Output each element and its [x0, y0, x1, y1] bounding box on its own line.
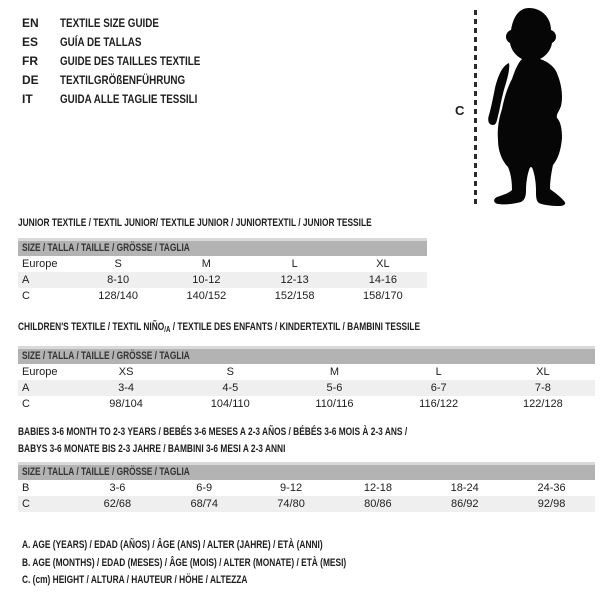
junior-table — [18, 256, 427, 304]
size-cell: 104/110 — [210, 398, 250, 410]
row-label: C — [22, 398, 30, 410]
size-cell: 158/170 — [362, 290, 403, 302]
lang-row-it — [22, 89, 231, 108]
footnotes — [22, 537, 449, 590]
children-section-heading: CHILDREN'S TEXTILE / TEXTIL $NIÑO_{/A}$ / TEXTILE DES ENFANTS / KINDERTEXTIL / BAMBINI TESSILE — [18, 321, 421, 334]
table-row — [18, 396, 595, 412]
row-label: Europe — [22, 366, 58, 378]
row-label: C — [22, 290, 30, 302]
size-cell: 6-9 — [196, 482, 213, 494]
size-cell: 18-24 — [450, 482, 479, 494]
children-size-table — [18, 346, 595, 412]
size-cell: S — [114, 258, 122, 270]
toddler-silhouette-icon — [486, 6, 574, 206]
size-cell: 62/68 — [103, 498, 132, 510]
size-cell: 128/140 — [98, 290, 138, 302]
size-cell: 68/74 — [190, 498, 218, 510]
table-row — [18, 288, 427, 304]
size-cell: 74/80 — [277, 498, 305, 510]
size-cell: 140/152 — [186, 290, 227, 302]
lang-code: DE — [22, 72, 39, 87]
size-cell: 9-12 — [280, 482, 303, 494]
lang-title: TEXTILE SIZE GUIDE — [60, 15, 159, 30]
row-label: C — [22, 498, 30, 510]
size-cell: 152/158 — [274, 290, 315, 302]
children-table — [18, 364, 595, 412]
junior-size-table — [18, 238, 427, 304]
size-cell: 14-16 — [368, 274, 397, 286]
table-row — [18, 256, 427, 272]
size-cell: 6-7 — [430, 382, 447, 394]
size-cell: 98/104 — [109, 398, 143, 410]
size-cell: 4-5 — [222, 382, 239, 394]
size-cell: 12-18 — [363, 482, 392, 494]
babies-section-heading: BABIES 3-6 MONTH TO 2-3 YEARS / BEBÉS 3-6 MESES A 2-3 AÑOS / BÉBÉS 3-6 MOIS À 2-3 ANS / BABYS 3-6 MONATE BIS 2-3 JAHRE / BAMBINI 3-6 MESI A 2-3 ANNI — [18, 426, 408, 455]
size-cell: S — [226, 366, 234, 378]
size-cell: 5-6 — [326, 382, 343, 394]
lang-code: FR — [22, 53, 38, 68]
lang-title: TEXTILGRÖßENFÜHRUNG — [60, 72, 186, 87]
size-cell: XL — [376, 258, 390, 270]
size-cell: L — [291, 258, 298, 270]
lang-code: ES — [22, 34, 39, 49]
table-row — [18, 272, 427, 288]
size-cell: 10-12 — [192, 274, 221, 286]
size-cell: M — [201, 258, 211, 270]
size-cell: 80/86 — [364, 498, 392, 510]
size-cell: 122/128 — [522, 398, 563, 410]
size-cell: XS — [118, 366, 134, 378]
junior-section-heading: JUNIOR TEXTILE / TEXTIL JUNIOR/ TEXTILE JUNIOR / JUNIORTEXTIL / JUNIOR TESSILE — [18, 217, 372, 229]
row-label: Europe — [22, 258, 58, 270]
size-cell: 3-6 — [109, 482, 126, 494]
height-dashed-line — [474, 10, 477, 207]
row-label: B — [22, 482, 30, 494]
size-cell: M — [329, 366, 340, 378]
lang-code: IT — [22, 91, 33, 106]
height-marker-label: C — [455, 103, 465, 118]
subscript-a: /A — [164, 325, 171, 334]
table-row — [18, 380, 595, 396]
size-cell: 116/122 — [419, 398, 459, 410]
size-cell: 8-10 — [107, 274, 130, 286]
size-cell: 110/116 — [315, 398, 354, 410]
footnote-a: A. AGE (YEARS) / EDAD (AÑOS) / ÂGE (ANS) / ALTER (JAHRE) / ETÀ (ANNI) — [22, 539, 323, 551]
lang-title: GUIDA ALLE TAGLIE TESSILI — [60, 91, 198, 106]
size-cell: 92/98 — [537, 498, 566, 510]
table-row — [18, 364, 595, 380]
size-cell: 3-4 — [118, 382, 135, 394]
lang-row-es — [22, 32, 231, 51]
table-row — [18, 480, 595, 496]
babies-size-table — [18, 462, 595, 512]
row-label: A — [22, 274, 30, 286]
size-cell: 7-8 — [534, 382, 551, 394]
footnote-c: C. (cm) HEIGHT / ALTURA / HAUTEUR / HÖHE / ALTEZZA — [22, 574, 248, 586]
size-cell: L — [435, 366, 442, 378]
size-cell: 86/92 — [450, 498, 479, 510]
lang-row-de — [22, 70, 231, 89]
table-row — [18, 496, 595, 512]
lang-code: EN — [22, 15, 39, 30]
size-header-band: SIZE / TALLA / TAILLE / GRÖSSE / TAGLIA — [18, 465, 595, 480]
lang-title: GUÍA DE TALLAS — [60, 34, 142, 49]
language-title-list — [22, 13, 231, 108]
lang-row-fr — [22, 51, 231, 70]
size-header-band: SIZE / TALLA / TAILLE / GRÖSSE / TAGLIA — [18, 241, 427, 256]
row-label: A — [22, 382, 30, 394]
size-header-band: SIZE / TALLA / TAILLE / GRÖSSE / TAGLIA — [18, 349, 595, 364]
babies-table — [18, 480, 595, 512]
lang-row-en — [22, 13, 231, 32]
lang-title: GUIDE DES TAILLES TEXTILE — [60, 53, 201, 68]
size-cell: 12-13 — [280, 274, 309, 286]
size-cell: 24-36 — [537, 482, 566, 494]
footnote-b: B. AGE (MONTHS) / EDAD (MESES) / ÂGE (MOIS) / ALTER (MONATE) / ETÀ (MESI) — [22, 556, 347, 569]
size-cell: XL — [536, 366, 550, 378]
